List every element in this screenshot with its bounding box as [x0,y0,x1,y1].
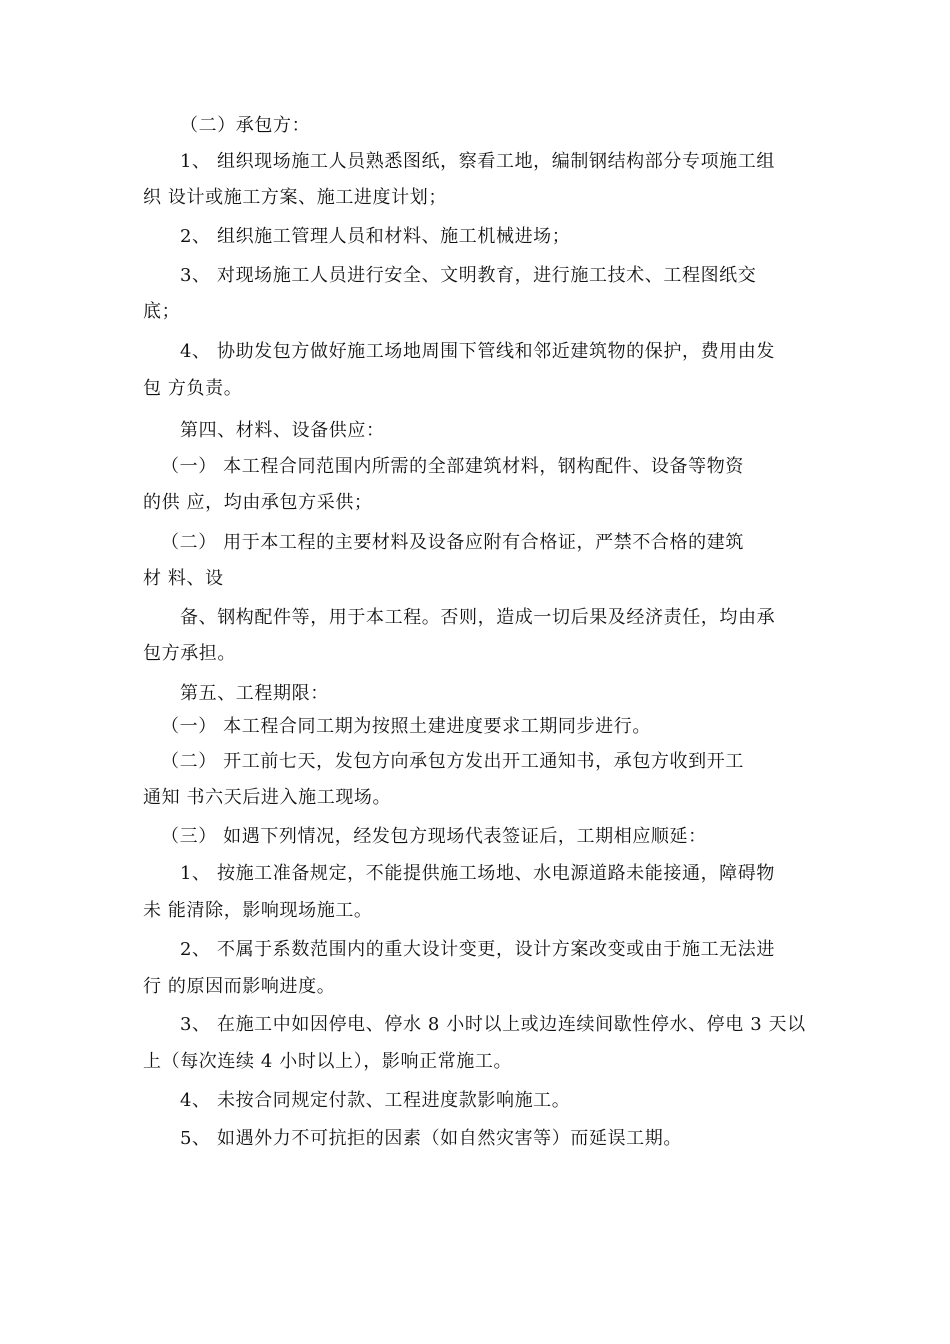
paragraph-line: 4、 协助发包方做好施工场地周围下管线和邻近建筑物的保护，费用由发 [180,341,775,362]
paragraph-line: （三） 如遇下列情况，经发包方现场代表签证后，工期相应顺延： [161,826,707,847]
paragraph-line: （二） 用于本工程的主要材料及设备应附有合格证，严禁不合格的建筑 [161,532,744,553]
paragraph-line: 4、 未按合同规定付款、工程进度款影响施工。 [180,1090,571,1111]
paragraph-line: 包方承担。 [143,643,236,664]
paragraph-line: 2、 组织施工管理人员和材料、施工机械进场； [180,226,571,247]
paragraph-line: 2、 不属于系数范围内的重大设计变更，设计方案改变或由于施工无法进 [180,939,775,960]
paragraph-line: （一） 本工程合同工期为按照土建进度要求工期同步进行。 [161,716,651,737]
paragraph-line: 3、 在施工中如因停电、停水 8 小时以上或边连续间歇性停水、停电 3 天以 [180,1014,806,1035]
paragraph-line: 底； [143,301,181,322]
paragraph-line: 行 的原因而影响进度。 [143,976,336,997]
paragraph-line: 织 设计或施工方案、施工进度计划； [143,187,447,208]
paragraph-line: 5、 如遇外力不可抗拒的因素（如自然灾害等）而延误工期。 [180,1128,682,1149]
paragraph-line: 1、 按施工准备规定，不能提供施工场地、水电源道路未能接通，障碍物 [180,863,775,884]
paragraph-line: 包 方负责。 [143,378,243,399]
section-heading-materials: 第四、材料、设备供应： [180,420,385,441]
section-heading-schedule: 第五、工程期限： [180,683,329,704]
paragraph-line: （二） 开工前七天，发包方向承包方发出开工通知书，承包方收到开工 [161,751,744,772]
paragraph-line: （一） 本工程合同范围内所需的全部建筑材料，钢构配件、设备等物资 [161,456,744,477]
paragraph-line: 材 料、设 [143,568,224,589]
paragraph-line: 备、钢构配件等，用于本工程。否则，造成一切后果及经济责任，均由承 [180,607,776,628]
paragraph-line: 上（每次连续 4 小时以上），影响正常施工。 [143,1051,513,1072]
paragraph-line: 通知 书六天后进入施工现场。 [143,787,392,808]
paragraph-line: 1、 组织现场施工人员熟悉图纸，察看工地，编制钢结构部分专项施工组 [180,151,775,172]
paragraph-line: 3、 对现场施工人员进行安全、文明教育，进行施工技术、工程图纸交 [180,265,757,286]
paragraph-line: 的供 应，均由承包方采供； [143,492,373,513]
paragraph-line: 未 能清除，影响现场施工。 [143,900,373,921]
section-heading-contractor: （二）承包方： [180,115,311,136]
